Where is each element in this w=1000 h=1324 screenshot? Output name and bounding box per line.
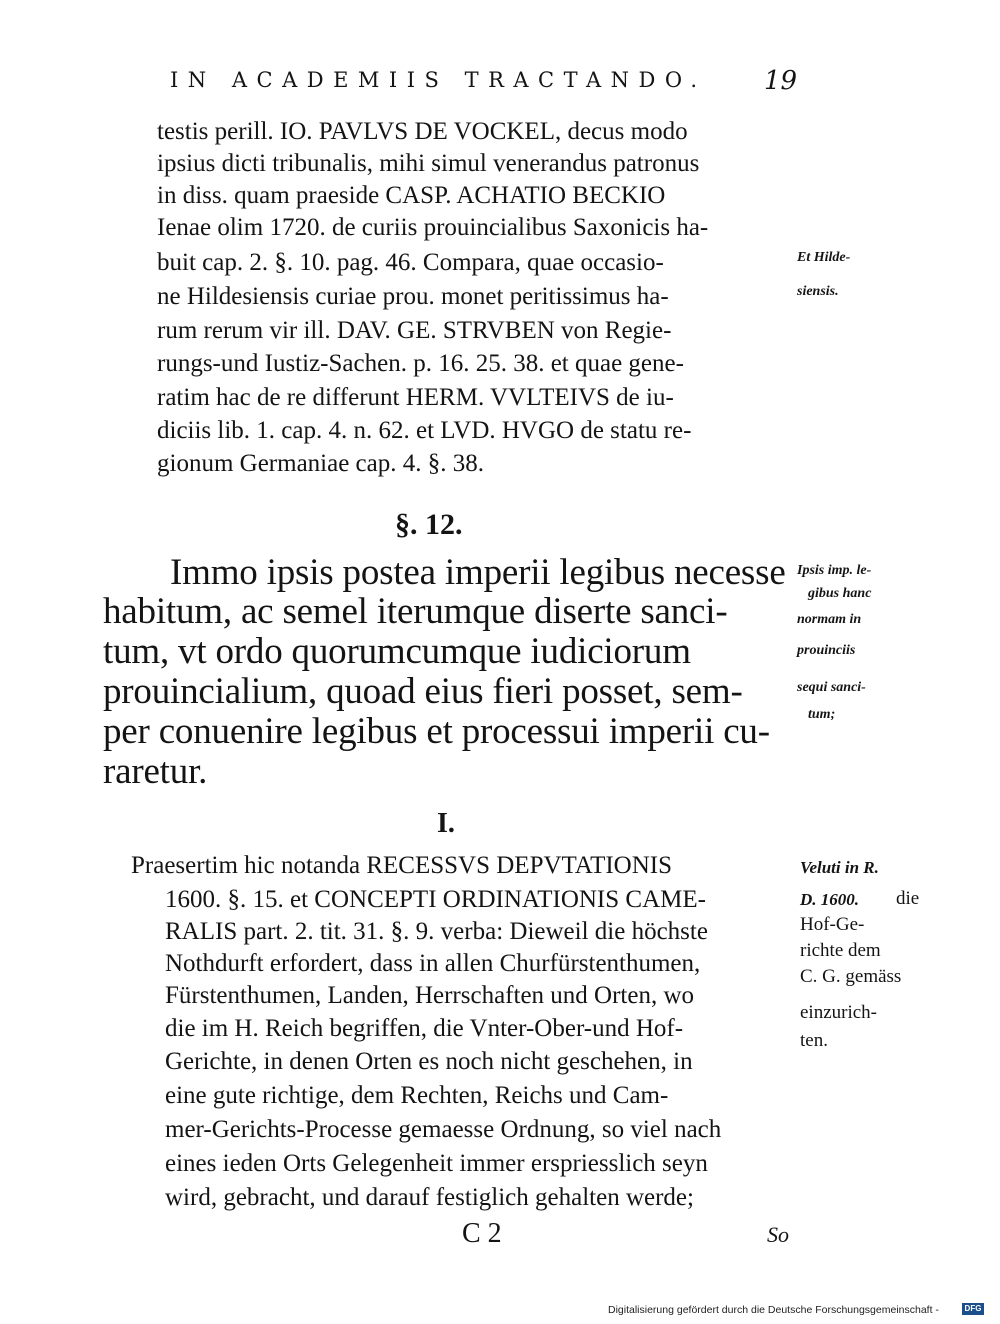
body-line: 1600. §. 15. et CONCEPTI ORDINATIONIS CAME-: [165, 886, 706, 913]
body-line-large: tum, vt ordo quorumcumque iudiciorum: [103, 631, 691, 672]
margin-note-line: tum;: [808, 707, 836, 722]
dfg-logo: DFG: [962, 1303, 984, 1315]
body-line: diciis lib. 1. cap. 4. n. 62. et LVD. HVGO de statu re-: [157, 417, 692, 444]
margin-note-line: einzurich-: [800, 1002, 878, 1023]
running-head: IN ACADEMIIS TRACTANDO.: [170, 68, 707, 92]
body-line: in diss. quam praeside CASP. ACHATIO BECKIO: [157, 182, 666, 209]
subsection-heading: I.: [437, 808, 455, 839]
margin-note-line: die: [896, 888, 920, 909]
body-line: buit cap. 2. §. 10. pag. 46. Compara, quae occasio-: [157, 249, 664, 276]
body-line: Ienae olim 1720. de curiis prouincialibus Saxonicis ha-: [157, 214, 709, 241]
body-line-large: prouincialium, quoad eius fieri posset, sem-: [103, 671, 743, 712]
body-line: rum rerum vir ill. DAV. GE. STRVBEN von Regie-: [157, 317, 672, 344]
margin-note-line: normam in: [797, 612, 862, 627]
page-number: 19: [764, 66, 798, 96]
catchword: So: [767, 1222, 789, 1247]
body-line: ratim hac de re differunt HERM. VVLTEIVS de iu-: [157, 384, 674, 411]
body-line: eine gute richtige, dem Rechten, Reichs und Cam-: [165, 1082, 669, 1109]
margin-note-line: gibus hanc: [808, 586, 872, 601]
margin-note-line: Et Hilde-: [797, 250, 851, 265]
body-line-large: raretur.: [103, 751, 208, 792]
body-line: wird, gebracht, und darauf festiglich gehalten werde;: [165, 1184, 694, 1211]
body-line-large: per conuenire legibus et processui imperii cu-: [103, 711, 770, 752]
margin-note-line: prouinciis: [797, 643, 856, 658]
margin-note-line: richte dem: [800, 940, 881, 961]
signature-mark: C 2: [462, 1218, 502, 1249]
margin-note-line: C. G. gemäss: [800, 966, 902, 987]
body-line: ipsius dicti tribunalis, mihi simul venerandus patronus: [157, 150, 700, 177]
body-line: Nothdurft erfordert, dass in allen Churfürstenthumen,: [165, 950, 701, 977]
body-line-large: Immo ipsis postea imperii legibus necesse: [170, 552, 786, 593]
body-line: mer-Gerichts-Processe gemaesse Ordnung, so viel nach: [165, 1116, 722, 1143]
margin-note-line: sequi sanci-: [797, 680, 866, 695]
margin-note-line: D. 1600.: [800, 890, 860, 909]
body-line: Gerichte, in denen Orten es noch nicht geschehen, in: [165, 1048, 693, 1075]
body-line: Praesertim hic notanda RECESSVS DEPVTATIONIS: [131, 852, 673, 879]
margin-note-line: Ipsis imp. le-: [797, 563, 872, 578]
body-line: Fürstenthumen, Landen, Herrschaften und Orten, wo: [165, 982, 695, 1009]
margin-note-line: Veluti in R.: [800, 858, 879, 877]
digitization-credit: Digitalisierung gefördert durch die Deutsche Forschungsgemeinschaft -: [608, 1304, 939, 1316]
body-line: eines ieden Orts Gelegenheit immer erspriesslich seyn: [165, 1150, 708, 1177]
body-line: die im H. Reich begriffen, die Vnter-Ober-und Hof-: [165, 1015, 684, 1042]
body-line: gionum Germaniae cap. 4. §. 38.: [157, 450, 484, 477]
body-line: ne Hildesiensis curiae prou. monet peritissimus ha-: [157, 283, 669, 310]
body-line: rungs-und Iustiz-Sachen. p. 16. 25. 38. et quae gene-: [157, 350, 684, 377]
margin-note-line: siensis.: [797, 284, 839, 299]
margin-note-line: ten.: [800, 1030, 828, 1051]
margin-note-line: Hof-Ge-: [800, 914, 865, 935]
body-line: RALIS part. 2. tit. 31. §. 9. verba: Dieweil die höchste: [165, 918, 708, 945]
body-line-large: habitum, ac semel iterumque diserte sanci-: [103, 591, 728, 632]
body-line: testis perill. IO. PAVLVS DE VOCKEL, decus modo: [157, 118, 688, 145]
section-heading: §. 12.: [395, 508, 463, 541]
